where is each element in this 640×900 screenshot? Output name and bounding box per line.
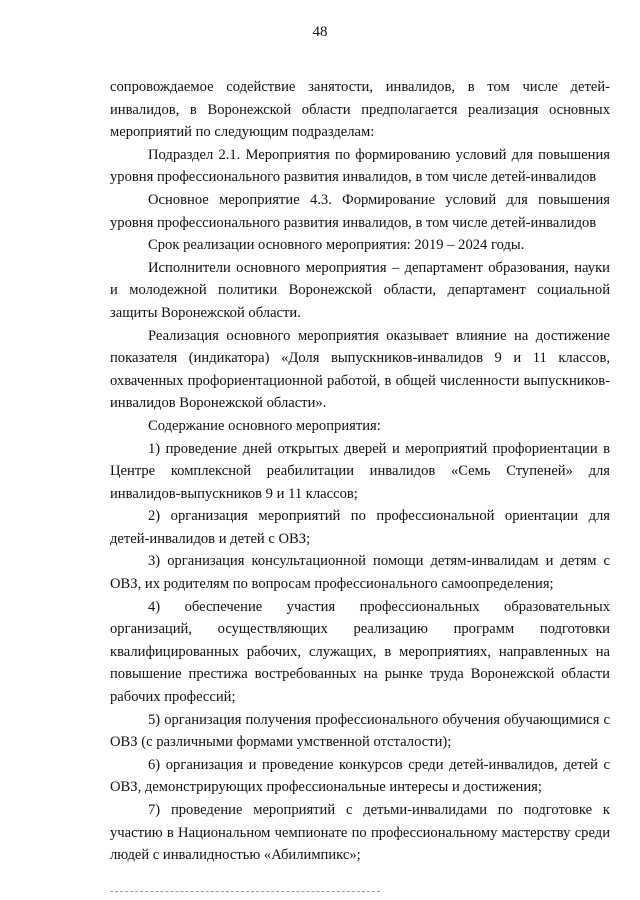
document-body	[110, 76, 610, 867]
paragraph-content-heading: Содержание основного мероприятия:	[148, 417, 381, 434]
list-item-2: 2) организация мероприятий по профессиональной ориентации для детей-инвалидов и детей с ОВЗ;	[110, 508, 610, 547]
list-item-6: 6) организация и проведение конкурсов среди детей-инвалидов, детей с ОВЗ, демонстрирующих профессиональные интересы и достижения;	[110, 756, 610, 796]
paragraph-executors: Исполнители основного мероприятия – департамент образования, науки и молодежной политики Воронежской области, департамент социальной защиты Воронежской области.	[110, 259, 610, 321]
list-item-7: 7) проведение мероприятий с детьми-инвалидами по подготовке к участию в Национальном чемпионате по профессиональному мастерству среди людей с инвалидностью «Абилимпикс»;	[110, 802, 610, 864]
list-item-5: 5) организация получения профессионального обучения обучающимися с ОВЗ (с различными формами умственной отсталости);	[110, 711, 610, 751]
paragraph-term: Срок реализации основного мероприятия: 2019 – 2024 годы.	[148, 237, 525, 254]
paragraph-subsection: Подраздел 2.1. Мероприятия по формированию условий для повышения уровня профессионального развития инвалидов, в том числе детей-инвалидов	[110, 146, 610, 186]
page-number: 48	[312, 24, 328, 40]
list-item-3: 3) организация консультационной помощи детям-инвалидам и детям с ОВЗ, их родителям по вопросам профессионального самоопределения;	[110, 553, 610, 593]
paragraph-main-activity: Основное мероприятие 4.3. Формирование условий для повышения уровня профессионального развития инвалидов, в том числе детей-инвалидов	[110, 191, 610, 231]
list-item-1: 1) проведение дней открытых дверей и мероприятий профориентации в Центре комплексной реабилитации инвалидов «Семь Ступеней» для инвалидов-выпускников 9 и 11 классов;	[110, 440, 610, 502]
paragraph-indicator: Реализация основного мероприятия оказывает влияние на достижение показателя (индикатора) «Доля выпускников-инвалидов 9 и 11 классов, охваченных профориентационной работой, в общей численности выпускников-инвалидов Воронежской области».	[110, 327, 610, 412]
list-item-4: 4) обеспечение участия профессиональных образовательных организаций, осуществляющих реализацию программ подготовки квалифицированных рабочих, служащих, в мероприятиях, направленных на повышение престижа востребованных на рынке труда Воронежской области рабочих профессий;	[110, 598, 610, 706]
page-bottom-divider	[110, 891, 380, 892]
paragraph-intro: сопровождаемое содействие занятости, инвалидов, в том числе детей-инвалидов, в Воронежской области предполагается реализация основных мероприятий по следующим подразделам:	[110, 79, 610, 141]
